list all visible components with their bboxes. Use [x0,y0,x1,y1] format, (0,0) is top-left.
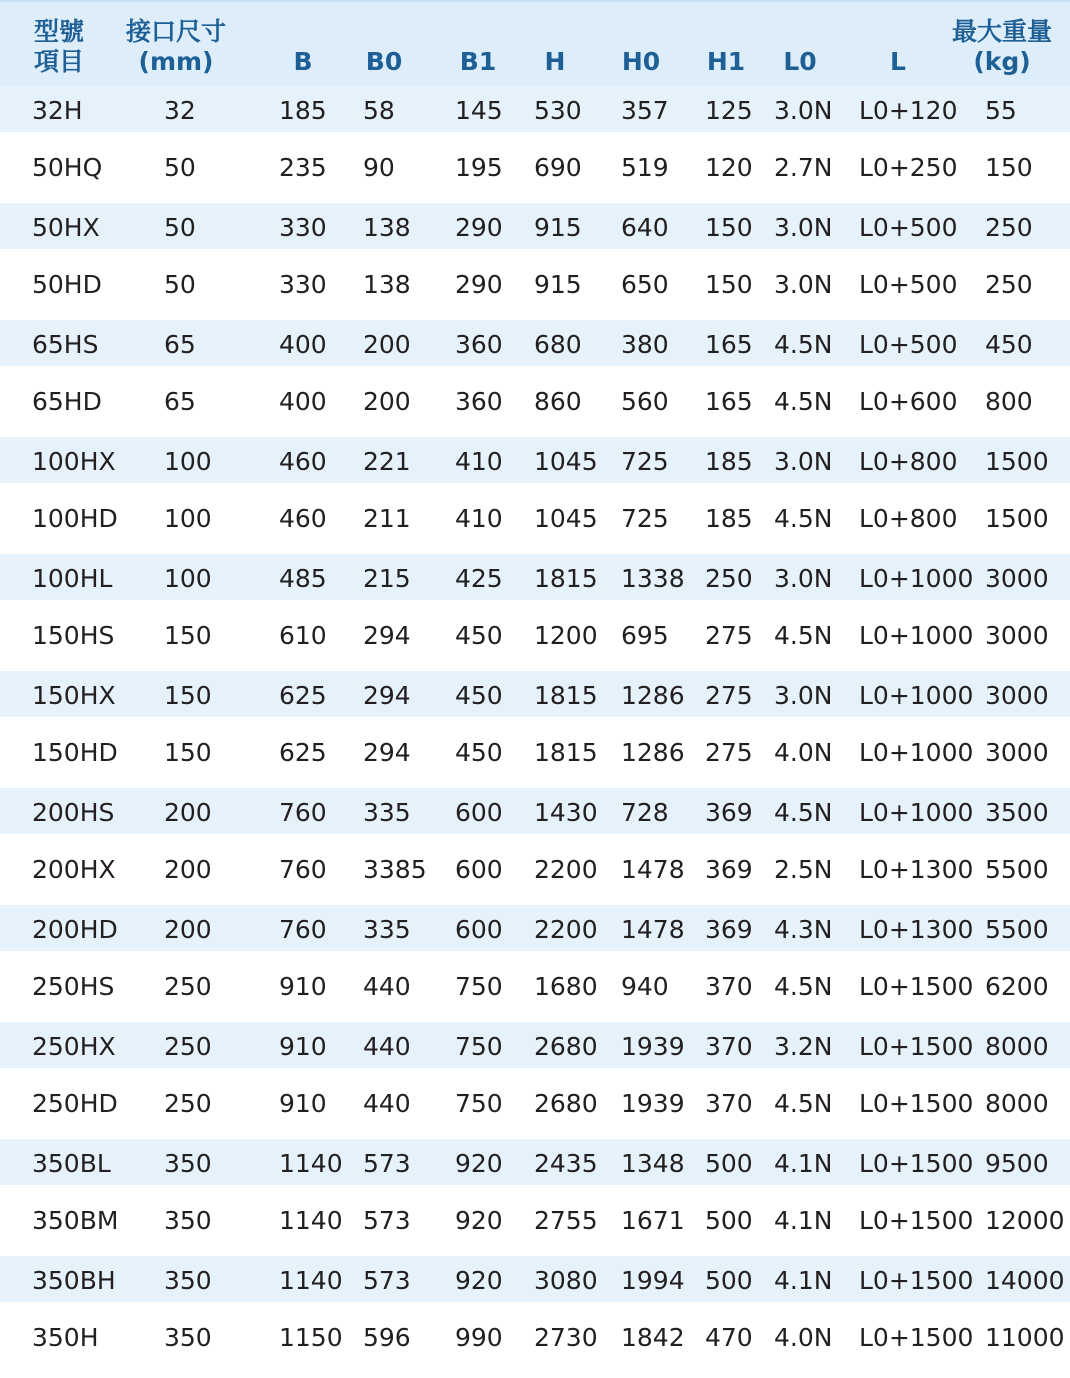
cell-h0: 519 [621,153,669,182]
cell-model: 350H [32,1323,99,1352]
cell-l0: 3.0N [774,447,833,476]
cell-b0: 3385 [363,855,427,884]
table-row [0,1022,1070,1068]
cell-port-size: 32 [164,96,196,125]
cell-l0: 4.1N [774,1206,833,1235]
cell-h0: 380 [621,330,669,359]
table-row [0,671,1070,717]
cell-h0: 1286 [621,738,685,767]
cell-l0: 2.5N [774,855,833,884]
cell-l0: 4.1N [774,1266,833,1295]
cell-l0: 4.0N [774,1323,833,1352]
header-port-line2: (mm) [138,47,214,76]
cell-b1: 450 [455,681,503,710]
cell-b0: 335 [363,798,411,827]
cell-h1: 165 [705,387,753,416]
cell-port-size: 65 [164,387,196,416]
cell-l0: 4.5N [774,387,833,416]
cell-l: L0+1000 [859,564,974,593]
cell-b: 1140 [279,1266,343,1295]
cell-port-size: 50 [164,213,196,242]
cell-max-weight: 14000 [985,1266,1065,1295]
cell-l0: 3.0N [774,564,833,593]
header-model-line1: 型號 [33,17,84,46]
cell-b1: 750 [455,972,503,1001]
cell-b: 330 [279,270,327,299]
cell-b1: 145 [455,96,503,125]
cell-b1: 450 [455,621,503,650]
cell-b0: 573 [363,1266,411,1295]
cell-b1: 750 [455,1089,503,1118]
cell-h: 1680 [534,972,598,1001]
cell-model: 65HS [32,330,99,359]
cell-b1: 290 [455,213,503,242]
cell-port-size: 250 [164,1089,212,1118]
cell-b0: 221 [363,447,411,476]
cell-l0: 3.0N [774,213,833,242]
cell-model: 150HD [32,738,118,767]
cell-max-weight: 11000 [985,1323,1065,1352]
cell-h: 680 [534,330,582,359]
cell-model: 250HD [32,1089,118,1118]
cell-h: 530 [534,96,582,125]
cell-b0: 573 [363,1206,411,1235]
cell-l0: 3.0N [774,681,833,710]
cell-l: L0+1500 [859,1089,974,1118]
cell-b1: 425 [455,564,503,593]
cell-l: L0+800 [859,447,958,476]
cell-l: L0+1500 [859,1149,974,1178]
cell-h0: 695 [621,621,669,650]
cell-l0: 4.5N [774,504,833,533]
cell-model: 65HD [32,387,102,416]
cell-h: 690 [534,153,582,182]
cell-h1: 370 [705,1032,753,1061]
cell-h0: 1348 [621,1149,685,1178]
cell-h: 2680 [534,1032,598,1061]
cell-b: 330 [279,213,327,242]
table-row [0,203,1070,249]
cell-b: 460 [279,504,327,533]
cell-l: L0+1000 [859,798,974,827]
cell-l: L0+600 [859,387,958,416]
header-h: H [544,47,566,76]
cell-l: L0+1000 [859,738,974,767]
cell-l0: 4.5N [774,798,833,827]
cell-l: L0+1300 [859,915,974,944]
header-weight-line2: (kg) [973,47,1031,76]
cell-port-size: 350 [164,1266,212,1295]
cell-port-size: 200 [164,915,212,944]
table-header [0,0,1070,86]
cell-model: 150HS [32,621,115,650]
cell-h1: 150 [705,213,753,242]
cell-b1: 360 [455,330,503,359]
cell-b0: 573 [363,1149,411,1178]
cell-h0: 640 [621,213,669,242]
cell-h1: 369 [705,915,753,944]
table-row [0,86,1070,132]
cell-max-weight: 5500 [985,855,1049,884]
cell-b1: 410 [455,447,503,476]
cell-b1: 600 [455,915,503,944]
cell-max-weight: 9500 [985,1149,1049,1178]
cell-port-size: 50 [164,153,196,182]
header-port-line1: 接口尺寸 [125,17,226,46]
cell-h: 1815 [534,564,598,593]
cell-b: 625 [279,681,327,710]
table-row [0,1068,1070,1139]
cell-h: 3080 [534,1266,598,1295]
cell-b0: 58 [363,96,395,125]
header-h0: H0 [621,47,661,76]
cell-h1: 250 [705,564,753,593]
cell-h0: 1286 [621,681,685,710]
cell-model: 100HX [32,447,116,476]
cell-h: 2730 [534,1323,598,1352]
cell-b0: 90 [363,153,395,182]
cell-max-weight: 6200 [985,972,1049,1001]
cell-l0: 3.0N [774,96,833,125]
cell-b: 760 [279,915,327,944]
cell-max-weight: 3000 [985,621,1049,650]
table-row [0,483,1070,554]
cell-b: 485 [279,564,327,593]
cell-h: 915 [534,270,582,299]
cell-b0: 440 [363,972,411,1001]
cell-model: 100HL [32,564,113,593]
cell-h1: 500 [705,1149,753,1178]
cell-b0: 138 [363,270,411,299]
cell-b: 235 [279,153,327,182]
cell-model: 100HD [32,504,118,533]
cell-h0: 357 [621,96,669,125]
cell-h0: 1338 [621,564,685,593]
cell-port-size: 350 [164,1149,212,1178]
cell-port-size: 350 [164,1323,212,1352]
cell-port-size: 250 [164,1032,212,1061]
cell-l0: 4.0N [774,738,833,767]
cell-max-weight: 1500 [985,504,1049,533]
cell-b1: 920 [455,1206,503,1235]
cell-port-size: 50 [164,270,196,299]
cell-b: 910 [279,972,327,1001]
cell-l: L0+1000 [859,681,974,710]
cell-b0: 440 [363,1032,411,1061]
cell-h: 1045 [534,504,598,533]
cell-port-size: 250 [164,972,212,1001]
header-b1: B1 [459,47,497,76]
cell-model: 350BH [32,1266,116,1295]
table-row [0,951,1070,1022]
table-row [0,320,1070,366]
table-row [0,905,1070,951]
cell-b1: 920 [455,1266,503,1295]
cell-port-size: 200 [164,855,212,884]
table-row [0,1139,1070,1185]
cell-b0: 294 [363,621,411,650]
cell-l0: 4.5N [774,972,833,1001]
cell-h0: 1478 [621,855,685,884]
cell-port-size: 100 [164,504,212,533]
cell-model: 250HS [32,972,115,1001]
cell-h1: 500 [705,1206,753,1235]
cell-b0: 211 [363,504,411,533]
header-weight-line1: 最大重量 [951,17,1052,46]
cell-h0: 1994 [621,1266,685,1295]
cell-b: 400 [279,387,327,416]
cell-b0: 335 [363,915,411,944]
header-model [26,17,92,77]
table-row [0,1256,1070,1302]
cell-h: 2680 [534,1089,598,1118]
cell-h0: 650 [621,270,669,299]
cell-b: 760 [279,798,327,827]
table-row [0,249,1070,320]
cell-h0: 940 [621,972,669,1001]
cell-h1: 369 [705,798,753,827]
cell-max-weight: 55 [985,96,1017,125]
cell-model: 200HD [32,915,118,944]
cell-l0: 4.1N [774,1149,833,1178]
cell-max-weight: 150 [985,153,1033,182]
cell-l: L0+800 [859,504,958,533]
cell-model: 50HX [32,213,100,242]
cell-h: 1815 [534,681,598,710]
cell-h1: 370 [705,972,753,1001]
cell-l: L0+1000 [859,621,974,650]
cell-b0: 138 [363,213,411,242]
cell-port-size: 150 [164,738,212,767]
cell-l: L0+1500 [859,1206,974,1235]
cell-port-size: 150 [164,681,212,710]
cell-max-weight: 3000 [985,681,1049,710]
cell-b: 1140 [279,1149,343,1178]
header-port-size [118,17,234,77]
cell-l0: 3.2N [774,1032,833,1061]
cell-l: L0+500 [859,213,958,242]
cell-h: 2200 [534,855,598,884]
cell-max-weight: 8000 [985,1032,1049,1061]
cell-model: 150HX [32,681,116,710]
cell-max-weight: 250 [985,270,1033,299]
cell-b1: 450 [455,738,503,767]
cell-b0: 294 [363,738,411,767]
cell-l: L0+1500 [859,972,974,1001]
cell-port-size: 100 [164,447,212,476]
cell-b: 625 [279,738,327,767]
cell-b0: 440 [363,1089,411,1118]
cell-model: 200HS [32,798,115,827]
cell-h1: 275 [705,681,753,710]
cell-h: 1430 [534,798,598,827]
cell-model: 200HX [32,855,116,884]
cell-h: 2200 [534,915,598,944]
cell-h: 1815 [534,738,598,767]
cell-b: 1140 [279,1206,343,1235]
cell-model: 32H [32,96,83,125]
header-b: B [293,47,313,76]
table-row [0,1302,1070,1373]
cell-l: L0+1500 [859,1323,974,1352]
cell-port-size: 350 [164,1206,212,1235]
cell-b: 1150 [279,1323,343,1352]
table-row [0,437,1070,483]
cell-b: 910 [279,1032,327,1061]
cell-max-weight: 12000 [985,1206,1065,1235]
header-model-line2: 項目 [33,47,84,76]
cell-b1: 410 [455,504,503,533]
cell-max-weight: 3000 [985,738,1049,767]
cell-b1: 990 [455,1323,503,1352]
cell-max-weight: 1500 [985,447,1049,476]
cell-h0: 725 [621,447,669,476]
cell-b: 910 [279,1089,327,1118]
cell-model: 250HX [32,1032,116,1061]
cell-max-weight: 250 [985,213,1033,242]
cell-model: 50HQ [32,153,103,182]
table-row [0,600,1070,671]
cell-h: 2755 [534,1206,598,1235]
cell-h1: 165 [705,330,753,359]
cell-b: 185 [279,96,327,125]
cell-h0: 1939 [621,1032,685,1061]
cell-h1: 275 [705,621,753,650]
cell-h: 1200 [534,621,598,650]
cell-max-weight: 8000 [985,1089,1049,1118]
cell-l0: 4.5N [774,330,833,359]
cell-l: L0+1500 [859,1032,974,1061]
cell-h1: 120 [705,153,753,182]
cell-b1: 920 [455,1149,503,1178]
cell-h0: 560 [621,387,669,416]
cell-port-size: 65 [164,330,196,359]
cell-h1: 185 [705,447,753,476]
cell-b0: 200 [363,387,411,416]
cell-b1: 750 [455,1032,503,1061]
header-max-weight [944,17,1060,77]
table-row [0,366,1070,437]
cell-b0: 596 [363,1323,411,1352]
cell-h1: 275 [705,738,753,767]
cell-h0: 725 [621,504,669,533]
cell-l0: 4.5N [774,1089,833,1118]
header-b0: B0 [365,47,403,76]
cell-h1: 125 [705,96,753,125]
cell-l0: 4.3N [774,915,833,944]
cell-b1: 195 [455,153,503,182]
cell-b0: 294 [363,681,411,710]
cell-l0: 3.0N [774,270,833,299]
cell-b: 760 [279,855,327,884]
cell-b1: 600 [455,855,503,884]
cell-b1: 600 [455,798,503,827]
cell-max-weight: 800 [985,387,1033,416]
cell-b1: 360 [455,387,503,416]
table-row [0,1185,1070,1256]
cell-port-size: 150 [164,621,212,650]
cell-b: 400 [279,330,327,359]
cell-h0: 728 [621,798,669,827]
header-h1: H1 [706,47,746,76]
cell-max-weight: 450 [985,330,1033,359]
cell-h1: 185 [705,504,753,533]
cell-b0: 215 [363,564,411,593]
cell-model: 50HD [32,270,102,299]
table-row [0,554,1070,600]
cell-max-weight: 5500 [985,915,1049,944]
cell-h0: 1939 [621,1089,685,1118]
cell-model: 350BL [32,1149,111,1178]
cell-l: L0+120 [859,96,958,125]
cell-l: L0+500 [859,270,958,299]
cell-b0: 200 [363,330,411,359]
cell-h0: 1842 [621,1323,685,1352]
cell-h0: 1478 [621,915,685,944]
cell-h: 2435 [534,1149,598,1178]
cell-h1: 150 [705,270,753,299]
table-row [0,717,1070,788]
cell-port-size: 100 [164,564,212,593]
cell-b: 460 [279,447,327,476]
cell-l: L0+1500 [859,1266,974,1295]
cell-h1: 500 [705,1266,753,1295]
cell-l: L0+250 [859,153,958,182]
cell-port-size: 200 [164,798,212,827]
cell-l: L0+500 [859,330,958,359]
cell-h1: 470 [705,1323,753,1352]
cell-b: 610 [279,621,327,650]
cell-h: 860 [534,387,582,416]
table-row [0,132,1070,203]
cell-b1: 290 [455,270,503,299]
cell-h: 915 [534,213,582,242]
table-row [0,834,1070,905]
cell-l0: 4.5N [774,621,833,650]
cell-model: 350BM [32,1206,119,1235]
cell-l0: 2.7N [774,153,833,182]
cell-h: 1045 [534,447,598,476]
cell-h1: 369 [705,855,753,884]
header-l: L [890,47,906,76]
cell-max-weight: 3000 [985,564,1049,593]
cell-h0: 1671 [621,1206,685,1235]
cell-l: L0+1300 [859,855,974,884]
cell-max-weight: 3500 [985,798,1049,827]
table-row [0,788,1070,834]
header-l0: L0 [783,47,817,76]
cell-h1: 370 [705,1089,753,1118]
